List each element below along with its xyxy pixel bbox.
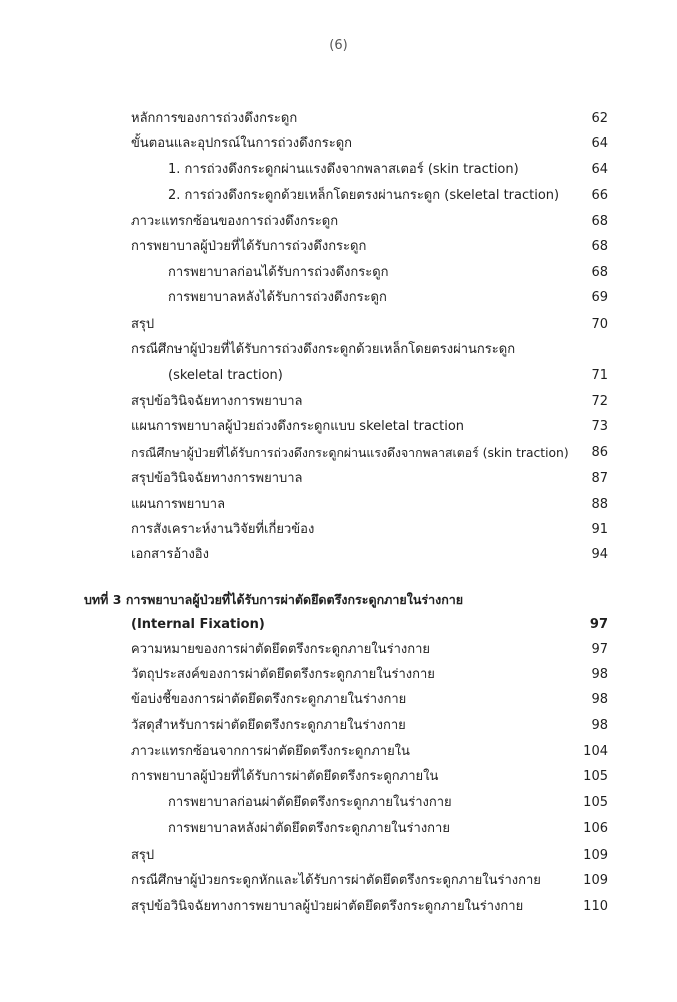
toc-entry-title: การพยาบาลก่อนได้รับการถ่วงดึงกระดูก bbox=[168, 265, 389, 280]
toc-entry bbox=[0, 390, 677, 414]
chapter-heading bbox=[0, 588, 677, 612]
toc-entry-title: กรณีศึกษาผู้ป่วยกระดูกหักและได้รับการผ่าตัดยึดตรึงกระดูกภายในร่างกาย bbox=[131, 873, 541, 888]
toc-entry-title: แผนการพยาบาลผู้ป่วยถ่วงดึงกระดูกแบบ skeletal traction bbox=[131, 419, 465, 434]
toc-entry-page: 91 bbox=[591, 522, 608, 537]
toc-entry-title: การพยาบาลหลังได้รับการถ่วงดึงกระดูก bbox=[168, 290, 387, 305]
toc-entry bbox=[0, 184, 677, 208]
chapter-subtitle bbox=[0, 613, 677, 637]
toc-entry-title: ข้อบ่งชี้ของการผ่าตัดยึดตรึงกระดูกภายในร่างกาย bbox=[131, 692, 407, 707]
toc-entry bbox=[0, 338, 677, 362]
toc-entry bbox=[0, 817, 677, 841]
toc-entry-page: 88 bbox=[591, 497, 608, 512]
toc-entry-page: 98 bbox=[591, 718, 608, 733]
toc-entry-title: การพยาบาลผู้ป่วยที่ได้รับการผ่าตัดยึดตรึงกระดูกภายใน bbox=[131, 769, 439, 784]
toc-entry-title: (Internal Fixation) bbox=[131, 617, 265, 632]
toc-entry bbox=[0, 467, 677, 491]
toc-entry-title: สรุปข้อวินิจฉัยทางการพยาบาล bbox=[131, 471, 303, 486]
toc-entry bbox=[0, 688, 677, 712]
toc-entry-title: กรณีศึกษาผู้ป่วยที่ได้รับการถ่วงดึงกระดูกผ่านแรงดึงจากพลาสเตอร์ (skin traction) bbox=[131, 446, 569, 460]
toc-entry bbox=[0, 441, 677, 465]
chapter-title: บทที่ 3 การพยาบาลผู้ป่วยที่ได้รับการผ่าตัดยึดตรึงกระดูกภายในร่างกาย bbox=[84, 592, 464, 607]
toc-entry-title: สรุปข้อวินิจฉัยทางการพยาบาลผู้ป่วยผ่าตัดยึดตรึงกระดูกภายในร่างกาย bbox=[131, 899, 524, 914]
toc-entry-page: 70 bbox=[591, 317, 608, 332]
toc-entry-title: เอกสารอ้างอิง bbox=[131, 547, 209, 562]
toc-entry bbox=[0, 791, 677, 815]
toc-entry-page: 94 bbox=[591, 547, 608, 562]
toc-entry bbox=[0, 132, 677, 156]
toc-entry-page: 97 bbox=[589, 617, 608, 632]
toc-entry-title: การพยาบาลหลังผ่าตัดยึดตรึงกระดูกภายในร่างกาย bbox=[168, 821, 450, 836]
toc-entry bbox=[0, 493, 677, 517]
toc-entry bbox=[0, 663, 677, 687]
page-number: (6) bbox=[329, 38, 348, 53]
toc-entry-page: 98 bbox=[591, 692, 608, 707]
toc-entry-title: การสังเคราะห์งานวิจัยที่เกี่ยวข้อง bbox=[131, 522, 315, 537]
toc-entry-page: 69 bbox=[591, 290, 608, 305]
toc-entry-page: 104 bbox=[583, 744, 608, 759]
toc-entry-title: 2. การถ่วงดึงกระดูกด้วยเหล็กโดยตรงผ่านกระดูก (skeletal traction) bbox=[168, 188, 560, 203]
toc-entry-title: ขั้นตอนและอุปกรณ์ในการถ่วงดึงกระดูก bbox=[131, 136, 353, 151]
toc-entry-page: 71 bbox=[591, 368, 608, 383]
toc-entry-title: ภาวะแทรกซ้อนของการถ่วงดึงกระดูก bbox=[131, 214, 339, 229]
toc-entry-title: การพยาบาลผู้ป่วยที่ได้รับการถ่วงดึงกระดูก bbox=[131, 239, 367, 254]
toc-entry bbox=[0, 740, 677, 764]
toc-entry-page: 68 bbox=[591, 214, 608, 229]
toc-entry bbox=[0, 869, 677, 893]
toc-entry bbox=[0, 261, 677, 285]
toc-entry-title: (skeletal traction) bbox=[168, 368, 283, 383]
toc-entry-page: 68 bbox=[591, 239, 608, 254]
toc-entry bbox=[0, 313, 677, 337]
toc-entry-page: 105 bbox=[583, 795, 608, 810]
toc-entry-title: กรณีศึกษาผู้ป่วยที่ได้รับการถ่วงดึงกระดูกด้วยเหล็กโดยตรงผ่านกระดูก bbox=[131, 342, 516, 357]
toc-entry-page: 105 bbox=[583, 769, 608, 784]
toc-entry-page: 66 bbox=[591, 188, 608, 203]
toc-entry bbox=[0, 415, 677, 439]
toc-entry-title: ภาวะแทรกซ้อนจากการผ่าตัดยึดตรึงกระดูกภายใน bbox=[131, 744, 410, 759]
toc-entry-title: แผนการพยาบาล bbox=[131, 497, 226, 512]
toc-entry-page: 87 bbox=[591, 471, 608, 486]
toc-entry-page: 68 bbox=[591, 265, 608, 280]
toc-entry-page: 62 bbox=[591, 111, 608, 126]
toc-entry-page: 97 bbox=[591, 642, 608, 657]
toc-entry bbox=[0, 765, 677, 789]
toc-entry-title: หลักการของการถ่วงดึงกระดูก bbox=[131, 111, 298, 126]
toc-entry-title: สรุป bbox=[131, 317, 155, 332]
toc-entry-page: 109 bbox=[583, 873, 608, 888]
toc-entry-page: 73 bbox=[591, 419, 608, 434]
toc-entry-title: วัตถุประสงค์ของการผ่าตัดยึดตรึงกระดูกภายในร่างกาย bbox=[131, 667, 435, 682]
toc-entry bbox=[0, 518, 677, 542]
toc-entry-page: 110 bbox=[583, 899, 608, 914]
toc-entry bbox=[0, 543, 677, 567]
toc-entry-page: 109 bbox=[583, 848, 608, 863]
toc-entry bbox=[0, 714, 677, 738]
toc-entry-page: 106 bbox=[583, 821, 608, 836]
toc-entry bbox=[0, 844, 677, 868]
toc-entry bbox=[0, 286, 677, 310]
toc-entry bbox=[0, 638, 677, 662]
toc-entry bbox=[0, 895, 677, 919]
toc-entry bbox=[0, 107, 677, 131]
toc-entry bbox=[0, 235, 677, 259]
toc-entry-page: 64 bbox=[591, 136, 608, 151]
toc-entry-title: การพยาบาลก่อนผ่าตัดยึดตรึงกระดูกภายในร่างกาย bbox=[168, 795, 452, 810]
toc-entry-page: 86 bbox=[591, 445, 608, 460]
toc-entry bbox=[0, 210, 677, 234]
toc-entry-title: สรุป bbox=[131, 848, 155, 863]
toc-entry-title: วัสดุสำหรับการผ่าตัดยึดตรึงกระดูกภายในร่างกาย bbox=[131, 718, 406, 733]
toc-entry-title: ความหมายของการผ่าตัดยึดตรึงกระดูกภายในร่างกาย bbox=[131, 642, 431, 657]
toc-entry bbox=[0, 158, 677, 182]
toc-entry-page: 64 bbox=[591, 162, 608, 177]
toc-entry-title: สรุปข้อวินิจฉัยทางการพยาบาล bbox=[131, 394, 303, 409]
toc-entry-page: 98 bbox=[591, 667, 608, 682]
toc-entry bbox=[0, 364, 677, 388]
toc-entry-title: 1. การถ่วงดึงกระดูกผ่านแรงดึงจากพลาสเตอร์ (skin traction) bbox=[168, 162, 519, 177]
toc-entry-page: 72 bbox=[591, 394, 608, 409]
